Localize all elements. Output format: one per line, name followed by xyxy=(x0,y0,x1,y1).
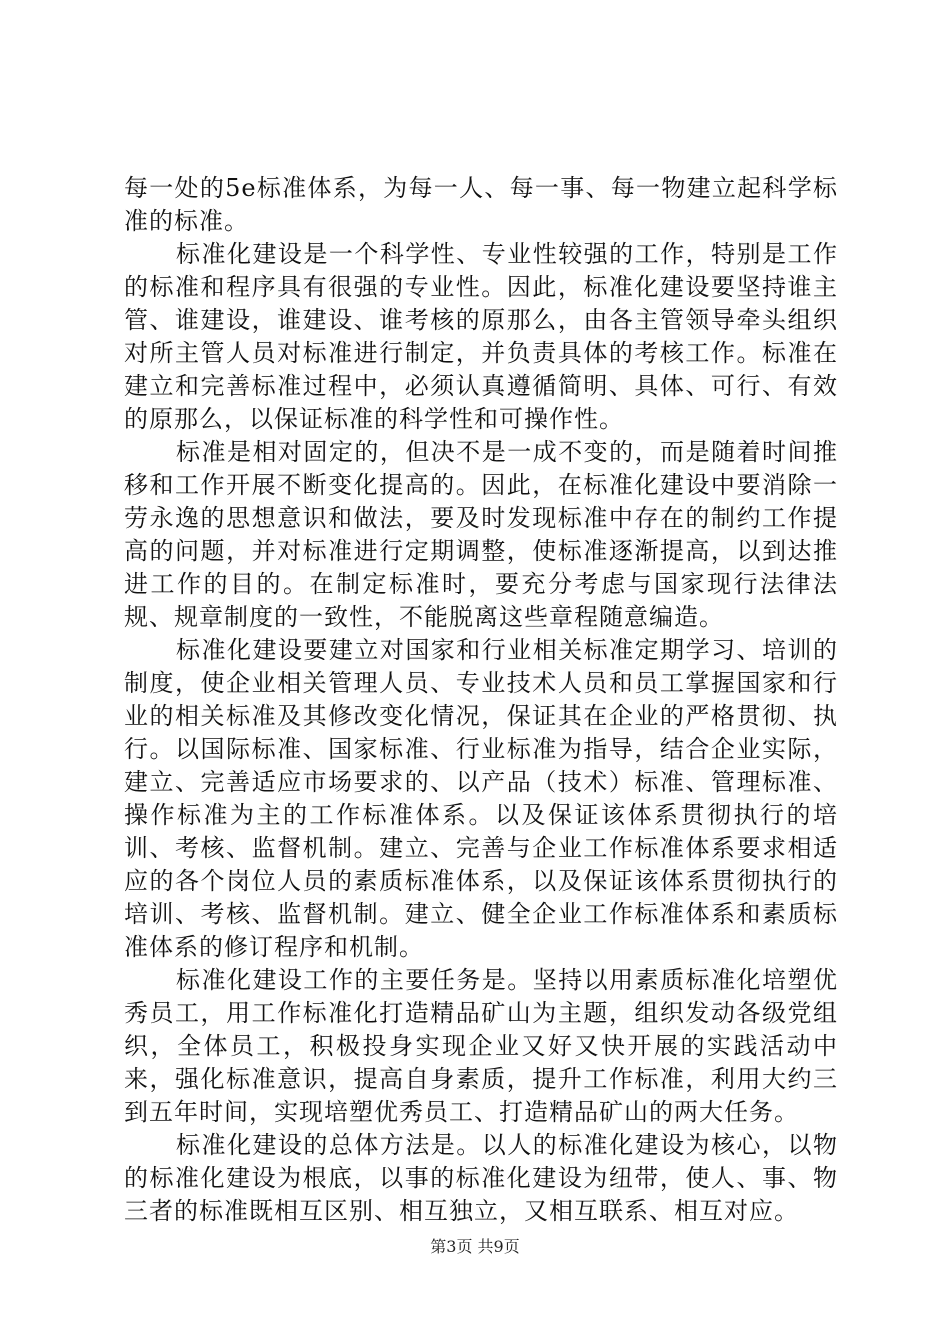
paragraph: 标准是相对固定的，但决不是一成不变的，而是随着时间推移和工作开展不断变化提高的。因此，在标准化建设中要消除一劳永逸的思想意识和做法，要及时发现标准中存在的制约工作提高的问题，并对标准进行定期调整，使标准逐渐提高，以到达推进工作的目的。在制定标准时，要充分考虑与国家现行法律法规、规章制度的一致性，不能脱离这些章程随意编造。 xyxy=(124,438,838,631)
paragraph: 标准化建设是一个科学性、专业性较强的工作，特别是工作的标准和程序具有很强的专业性。因此，标准化建设要坚持谁主管、谁建设，谁建设、谁考核的原那么，由各主管领导牵头组织对所主管人员对标准进行制定，并负责具体的考核工作。标准在建立和完善标准过程中，必须认真遵循简明、具体、可行、有效的原那么，以保证标准的科学性和可操作性。 xyxy=(124,240,838,433)
paragraph: 标准化建设的总体方法是。以人的标准化建设为核心，以物的标准化建设为根底，以事的标准化建设为纽带，使人、事、物三者的标准既相互区别、相互独立，又相互联系、相互对应。 xyxy=(124,1131,838,1225)
paragraph: 标准化建设要建立对国家和行业相关标准定期学习、培训的制度，使企业相关管理人员、专业技术人员和员工掌握国家和行业的相关标准及其修改变化情况，保证其在企业的严格贯彻、执行。以国际标准、国家标准、行业标准为指导，结合企业实际，建立、完善适应市场要求的、以产品（技术）标准、管理标准、操作标准为主的工作标准体系。以及保证该体系贯彻执行的培训、考核、监督机制。建立、完善与企业工作标准体系要求相适应的各个岗位人员的素质标准体系，以及保证该体系贯彻执行的培训、考核、监督机制。建立、健全企业工作标准体系和素质标准体系的修订程序和机制。 xyxy=(124,636,838,961)
page-number-footer: 第3页 共9页 xyxy=(430,1237,520,1256)
document-body xyxy=(124,172,838,1228)
paragraph: 标准化建设工作的主要任务是。坚持以用素质标准化培塑优秀员工，用工作标准化打造精品矿山为主题，组织发动各级党组织，全体员工，积极投身实现企业又好又快开展的实践活动中来，强化标准意识，提高自身素质，提升工作标准，利用大约三到五年时间，实现培塑优秀员工、打造精品矿山的两大任务。 xyxy=(124,966,838,1126)
paragraph-continuation: 每一处的5e标准体系，为每一人、每一事、每一物建立起科学标准的标准。 xyxy=(124,174,838,235)
